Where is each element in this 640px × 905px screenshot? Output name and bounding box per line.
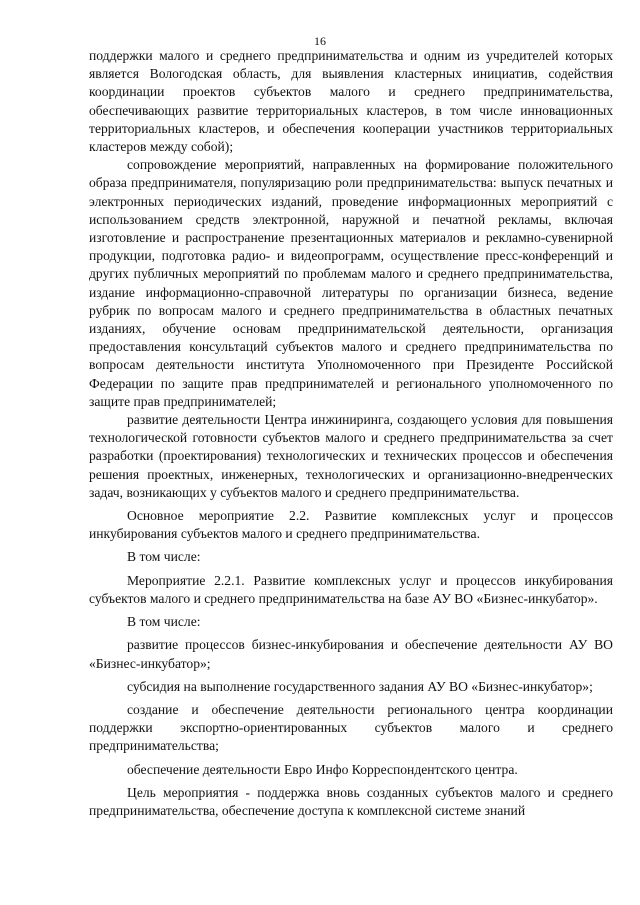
paragraph-incubation-development: развитие процессов бизнес-инкубирования и обеспечение деятельности АУ ВО «Бизнес-инкубатор»; (89, 637, 613, 671)
paragraph-state-subsidy: субсидия на выполнение государственного задания АУ ВО «Бизнес-инкубатор»; (127, 678, 593, 694)
paragraph-engineering-center: развитие деятельности Центра инжиниринга, создающего условия для повышения технологической готовности субъектов малого и среднего предпринимательства за счет разработки (проектирования) технологических и технических процессов и обеспечения решения проектных, инженерных, технологических и организационно-внедренческих задач, возникающих у субъектов малого и среднего предпринимательства. (89, 412, 613, 500)
document-body (89, 47, 613, 820)
paragraph-including-2: В том числе: (127, 614, 201, 630)
page-number: 16 (314, 34, 326, 48)
paragraph-activity-2-2-1: Мероприятие 2.2.1. Развитие комплексных услуг и процессов инкубирования субъектов малого и среднего предпринимательства на базе АУ ВО «Бизнес-инкубатор». (89, 572, 613, 606)
paragraph-info-support: сопровождение мероприятий, направленных на формирование положительного образа предпринимателя, популяризацию роли предпринимательства: выпуск печатных и электронных периодических изданий, проведение информационных мероприятий с использованием средств электронной, наружной и печатной рекламы, включая изготовление и распространение презентационных материалов и рекламно-сувенирной продукции, подготовка радио- и видеопрограмм, осуществление пресс-конференций и других публичных мероприятий по проблемам малого и среднего предпринимательства, издание информационно-справочной литературы по организации бизнеса, ведение рубрик по вопросам малого и среднего предпринимательства в областных печатных изданиях, обучение основам предпринимательской деятельности, организация предоставления консультаций субъектов малого и среднего предпринимательства по вопросам деятельности института Уполномоченного при Президенте Российской Федерации по защите прав предпринимателей и регионального уполномоченного по защите прав предпринимателей; (89, 157, 613, 409)
paragraph-including-1: В том числе: (127, 549, 201, 565)
paragraph-export-center: создание и обеспечение деятельности регионального центра координации поддержки экспортно-ориентированных субъектов малого и среднего предпринимательства; (89, 701, 613, 754)
paragraph-activity-goal: Цель мероприятия - поддержка вновь созданных субъектов малого и среднего предпринимательства, обеспечение доступа к комплексной системе знаний (89, 784, 613, 818)
paragraph-euro-info: обеспечение деятельности Евро Инфо Корреспондентского центра. (127, 761, 518, 777)
paragraph-main-activity-2-2: Основное мероприятие 2.2. Развитие комплексных услуг и процессов инкубирования субъектов малого и среднего предпринимательства. (89, 508, 613, 542)
paragraph-continuation: поддержки малого и среднего предпринимательства и одним из учредителей которых является Вологодская область, для выявления кластерных инициатив, содействия координации проектов субъектов малого и среднего предпринимательства, обеспечивающих развитие территориальных кластеров, в том числе инновационных территориальных кластеров, и обеспечения кооперации участников территориальных кластеров между собой); (89, 48, 613, 155)
